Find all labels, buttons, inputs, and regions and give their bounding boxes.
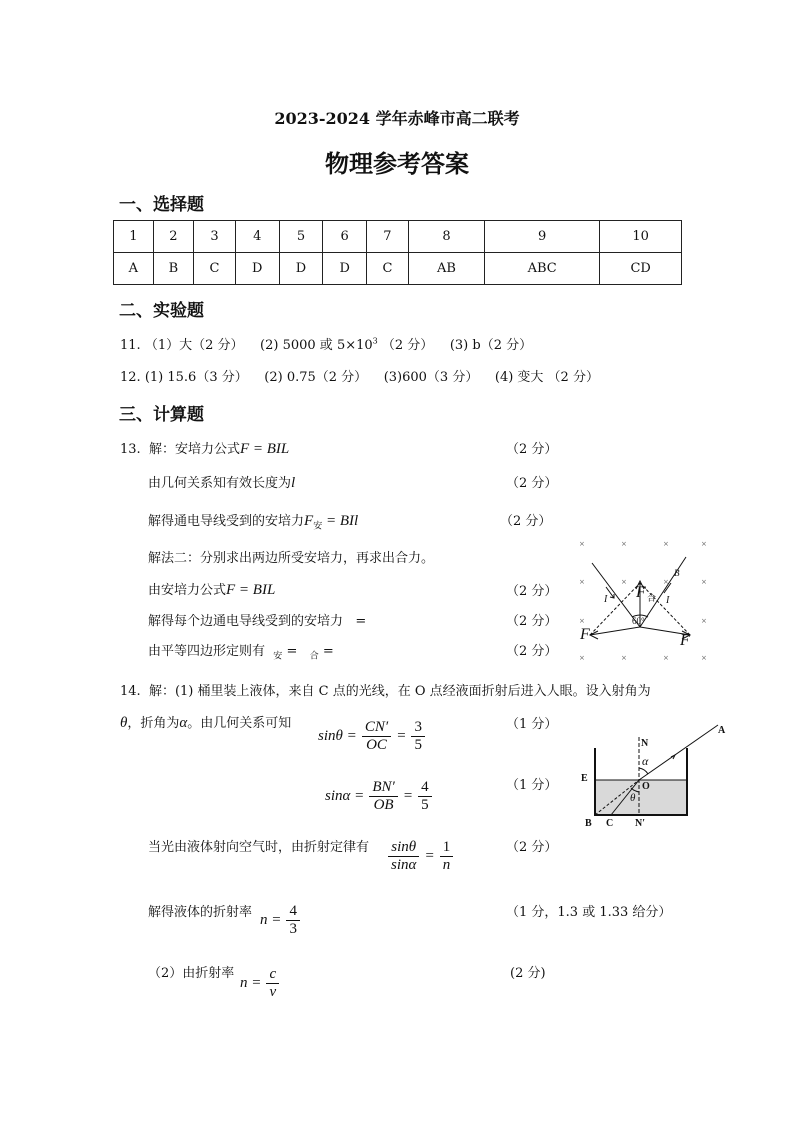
- eq4-value-den: 3: [289, 921, 297, 937]
- q14-score1: （1 分）: [506, 717, 558, 732]
- table-cell: 9: [485, 221, 600, 253]
- q12-part3: (3)600（3 分）: [383, 370, 479, 385]
- exam-title: 2023-2024 学年赤峰市高二联考: [274, 109, 520, 128]
- q12-part4: (4) 变大 （2 分）: [494, 370, 599, 385]
- eq4-value-num: 4: [286, 903, 300, 921]
- eq1-lhs: sinθ =: [318, 728, 357, 744]
- q14-eq3: [388, 839, 453, 874]
- cross-mark: ×: [579, 578, 585, 586]
- q13-sub7b: 合: [309, 651, 319, 662]
- q14-line5: （2）由折射率: [148, 966, 235, 981]
- section-heading-calculation: 三、计算题: [119, 405, 204, 425]
- alpha-arc: [639, 768, 648, 774]
- parallelogram-dash: [590, 583, 640, 635]
- q12-label: 12.: [120, 370, 141, 385]
- answer-key-title: 物理参考答案: [325, 149, 469, 178]
- resultant-force-label: F: [636, 584, 646, 601]
- eq1-numerator: CN′: [362, 719, 391, 737]
- liquid: [595, 780, 687, 814]
- eq2-value-den: 5: [421, 797, 429, 813]
- q14-text2b: 。由几何关系可知: [187, 716, 292, 731]
- alpha-label: α: [642, 754, 649, 768]
- eq3-equals: =: [424, 848, 435, 864]
- q13-text5: 由安培力公式: [148, 583, 227, 598]
- eq5-value-num: c: [266, 966, 279, 984]
- angle-label: 60°: [632, 616, 645, 626]
- table-cell: AB: [408, 253, 484, 285]
- q11-part3: (3) b（2 分）: [449, 338, 533, 353]
- q13-formula2: l: [291, 475, 296, 491]
- point-E-label: E: [581, 773, 588, 784]
- cross-mark: ×: [701, 578, 707, 586]
- force-diagram: [570, 535, 720, 665]
- cross-mark: ×: [621, 654, 627, 662]
- q13-text6: 解得每个边通电导线受到的安培力: [148, 614, 344, 629]
- eq2-value-num: 4: [418, 779, 432, 797]
- q11-part2-score: （2 分）: [381, 338, 434, 353]
- refracted-ray: [639, 725, 718, 780]
- resultant-force-sub: 合: [647, 593, 657, 603]
- table-row-answers: [114, 253, 682, 285]
- eq2-value: [418, 779, 432, 814]
- q13-line1: [120, 438, 289, 458]
- point-C-label: C: [606, 818, 614, 827]
- eq4-lhs: n =: [260, 912, 282, 928]
- point-O-label: O: [642, 781, 650, 792]
- q13-line6: [148, 610, 366, 629]
- point-A-label: A: [718, 725, 726, 736]
- table-cell: A: [114, 253, 154, 285]
- alpha-symbol: α: [179, 715, 188, 731]
- q13-label: 13.: [120, 442, 141, 457]
- q14-text1: 解：(1) 桶里装上液体，来自 C 点的光线，在 O 点经液面折射后进入人眼。设入射角为: [148, 684, 651, 699]
- table-cell: 5: [279, 221, 323, 253]
- q14-line2: [120, 712, 291, 732]
- q11-part2: (2) 5000 或 5×10: [260, 338, 373, 353]
- table-cell: 10: [600, 221, 682, 253]
- table-cell: ABC: [485, 253, 600, 285]
- eq1-fraction: [362, 719, 391, 754]
- q13-line7: [148, 640, 334, 662]
- q13-formula1: F = BIL: [239, 441, 290, 457]
- eq2-equals: =: [402, 788, 414, 804]
- cross-mark: ×: [621, 578, 627, 586]
- current-label-right: I: [666, 595, 670, 606]
- force-label-left: F: [580, 626, 590, 643]
- q13-score3: （2 分）: [500, 514, 552, 529]
- point-B-label: B: [585, 818, 592, 827]
- q14-score3: （2 分）: [506, 840, 558, 855]
- q11-exponent: 3: [372, 336, 378, 346]
- eq2-fraction: [369, 779, 397, 814]
- q13-score5: （2 分）: [506, 584, 558, 599]
- cross-mark: ×: [621, 540, 627, 548]
- table-cell: D: [279, 253, 323, 285]
- cross-mark: ×: [579, 654, 585, 662]
- eq3-value-den: n: [442, 857, 451, 873]
- q14-eq2: [325, 779, 432, 814]
- cross-mark: ×: [701, 540, 707, 548]
- eq1-value-num: 3: [411, 719, 425, 737]
- q13-eq7b: =: [322, 644, 334, 659]
- current-label-left: I: [604, 594, 608, 605]
- q13-formula3-rhs: = BIl: [322, 513, 359, 529]
- q14-text2a: ，折角为: [127, 716, 180, 731]
- table-row-numbers: [114, 221, 682, 253]
- eq5-value: [266, 966, 279, 1001]
- q13-line2: [148, 472, 295, 492]
- table-cell: C: [367, 253, 409, 285]
- q13-formula3-f: F: [304, 513, 314, 529]
- q14-eq5: [240, 966, 279, 1001]
- eq5-value-den: v: [269, 984, 277, 1000]
- theta-label: θ: [630, 792, 636, 804]
- table-cell: 7: [367, 221, 409, 253]
- table-cell: 2: [153, 221, 193, 253]
- cross-mark: ×: [663, 578, 669, 586]
- answer-table: [113, 220, 682, 285]
- table-cell: 8: [408, 221, 484, 253]
- q14-score4: （1 分，1.3 或 1.33 给分）: [506, 905, 672, 920]
- q13-text2: 由几何关系知有效长度为: [148, 476, 292, 491]
- q11-part1: （1）大（2 分）: [144, 338, 244, 353]
- eq4-value: [286, 903, 300, 938]
- table-cell: D: [323, 253, 367, 285]
- q13-line4: 解法二：分别求出两边所受安培力，再求出合力。: [148, 551, 435, 566]
- q13-text7: 由平等四边形定则有: [148, 644, 266, 659]
- table-cell: 4: [235, 221, 279, 253]
- q14-line3: 当光由液体射向空气时，由折射定律有: [148, 840, 370, 855]
- eq5-lhs: n =: [240, 975, 262, 991]
- point-N-label: N: [641, 738, 649, 749]
- q14-line4: 解得液体的折射率: [148, 905, 253, 920]
- q13-eq7a: =: [286, 644, 298, 659]
- q13-score1: （2 分）: [506, 442, 558, 457]
- cross-mark: ×: [663, 654, 669, 662]
- table-cell: D: [235, 253, 279, 285]
- q14-eq1: [318, 719, 425, 754]
- q12-line: [120, 366, 599, 385]
- eq1-equals: =: [396, 728, 407, 744]
- q13-formula3-sub: 安: [313, 521, 323, 532]
- eq3-value: [440, 839, 454, 874]
- eq2-numerator: BN′: [369, 779, 397, 797]
- q13-text3: 解得通电导线受到的安培力: [148, 514, 305, 529]
- q13-formula5: F = BIL: [226, 582, 276, 598]
- q11-label: 11.: [120, 338, 141, 353]
- cross-mark: ×: [579, 540, 585, 548]
- q14-score2: （1 分）: [506, 778, 558, 793]
- section-heading-experiment: 二、实验题: [119, 301, 204, 321]
- q14-line1: [120, 680, 651, 699]
- eq3-fraction: [388, 839, 419, 874]
- eq2-lhs: sinα =: [325, 788, 365, 804]
- q13-score6: （2 分）: [506, 614, 558, 629]
- q13-line3: [148, 510, 358, 532]
- ray-arrowhead: [671, 755, 675, 759]
- q12-part2: (2) 0.75（2 分）: [264, 370, 368, 385]
- eq3-denominator: sinα: [391, 857, 417, 873]
- table-cell: B: [153, 253, 193, 285]
- eq3-value-num: 1: [440, 839, 454, 857]
- eq1-value: [411, 719, 425, 754]
- table-cell: 6: [323, 221, 367, 253]
- table-cell: CD: [600, 253, 682, 285]
- q12-part1: (1) 15.6（3 分）: [144, 370, 248, 385]
- cross-mark: ×: [701, 617, 707, 625]
- q13-text1: 解：安培力公式: [148, 442, 240, 457]
- eq1-denominator: OC: [366, 737, 387, 753]
- q13-sub7a: 安: [273, 651, 283, 662]
- q14-label: 14.: [120, 684, 141, 699]
- eq2-denominator: OB: [373, 797, 394, 813]
- q13-line5: [148, 579, 275, 599]
- refraction-diagram: [575, 715, 735, 827]
- cross-mark: ×: [663, 540, 669, 548]
- q13-score2: （2 分）: [506, 476, 558, 491]
- point-Nprime-label: N′: [635, 818, 646, 827]
- q14-eq4: [260, 903, 300, 938]
- table-cell: 3: [194, 221, 236, 253]
- force-label-right: F: [680, 632, 690, 649]
- eq1-value-den: 5: [414, 737, 422, 753]
- q13-eq6: =: [355, 614, 367, 629]
- table-cell: C: [194, 253, 236, 285]
- cross-mark: ×: [579, 617, 585, 625]
- section-heading-choice: 一、选择题: [119, 195, 204, 215]
- q14-score5: (2 分): [510, 966, 546, 981]
- q13-score7: （2 分）: [506, 644, 558, 659]
- eq3-numerator: sinθ: [388, 839, 419, 857]
- field-label-B: B: [674, 568, 680, 578]
- q11-line: [120, 334, 532, 353]
- theta-symbol: θ: [120, 715, 128, 731]
- cross-mark: ×: [701, 654, 707, 662]
- table-cell: 1: [114, 221, 154, 253]
